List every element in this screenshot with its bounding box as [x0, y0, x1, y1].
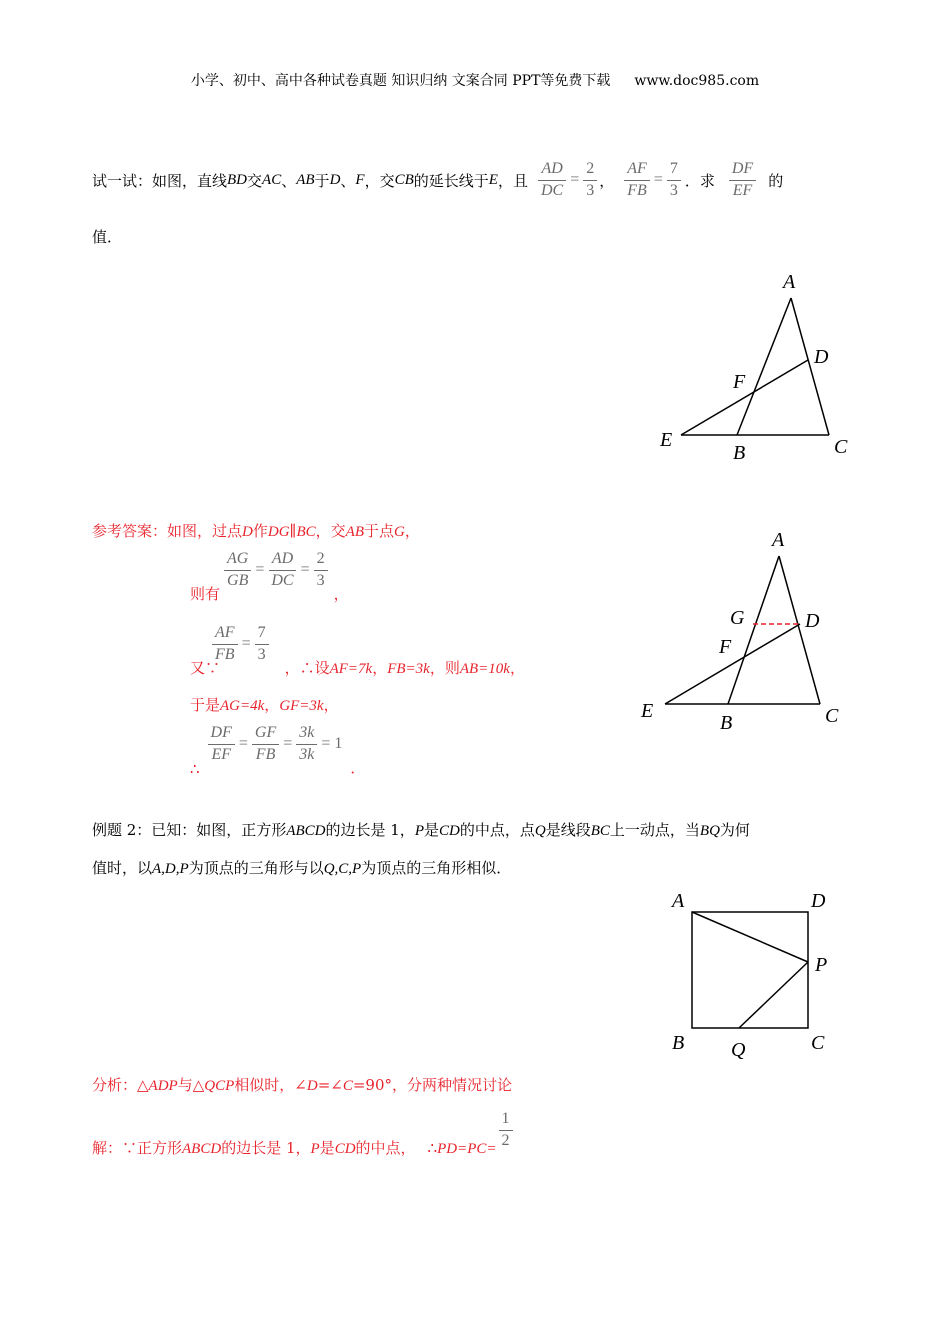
answer1-title: 参考答案：如图，过点D作DG∥BC，交AB于点G，	[92, 522, 420, 540]
fig1-label-e: E	[660, 429, 673, 451]
header-text: 小学、初中、高中各种试卷真题 知识归纳 文案合同 PPT等免费下载	[190, 73, 611, 89]
fig2-label-a: A	[772, 529, 785, 551]
figure3-lines	[692, 912, 808, 1028]
answer1-step4: ∴ $\frac{DF}{EF}$ = $\frac{GF}{FB}$ = $\frac{3k}{3k}$ = 1 ．	[190, 724, 366, 778]
solution-line: 解：∵正方形ABCD的边长是 1，P是CD的中点， ∴PD=PC= $\frac{1}{2}$	[92, 1104, 515, 1160]
fig2-label-d: D	[805, 610, 820, 632]
given-ratio-ad-dc: $\frac{AD}{DC}$ = $\frac{2}{3}$	[536, 160, 599, 200]
fig1-label-a: A	[783, 271, 796, 293]
fig3-label-b: B	[672, 1032, 685, 1054]
problem1-line1: 试一试：如图，直线 BD 交 AC 、 AB 于 D 、 F ，交 CB 的延长线于 E ，且 $\frac{AD}{DC}$ = $\frac{2}{3}$ ， $\frac{AF}{FB}$ = $\frac{7}{3}$ ．求 $\frac{DF}{EF}$ 的	[92, 160, 784, 199]
problem2-line2: 值时，以A,D,P为顶点的三角形与以Q,C,P为顶点的三角形相似．	[92, 859, 512, 877]
fig2-label-e: E	[641, 700, 654, 722]
answer1-step3: 于是AG=4k，GF=3k，	[190, 696, 339, 714]
answer1-step1: 则有 $\frac{AG}{GB}$ = $\frac{AD}{DC}$ = $\frac{2}{3}$ ，	[190, 550, 349, 603]
fig1-label-c: C	[834, 436, 848, 458]
fig3-label-a: A	[672, 890, 685, 912]
figure1-lines	[681, 298, 829, 435]
fraction-one-half: $\frac{1}{2}$	[499, 1110, 513, 1150]
figure2-lines	[665, 556, 820, 704]
fig2-label-g: G	[730, 607, 745, 629]
given-ratio-af-fb: $\frac{AF}{FB}$ = $\frac{7}{3}$	[622, 160, 683, 200]
fig3-label-c: C	[811, 1032, 825, 1054]
fig2-label-f: F	[719, 636, 732, 658]
eq-af-fb: $\frac{AF}{FB}$ = $\frac{7}{3}$	[210, 624, 271, 664]
fig1-label-b: B	[733, 442, 746, 464]
asked-ratio-df-ef: $\frac{DF}{EF}$	[729, 160, 756, 200]
problem2-line1: 例题 2：已知：如图，正方形ABCD的边长是 1，P是CD的中点，点Q是线段BC上一动点，当BQ为何	[92, 821, 750, 839]
fig2-label-b: B	[720, 712, 733, 734]
answer1-step2: 又∵ $\frac{AF}{FB}$ = $\frac{7}{3}$ ，∴设AF=7k，FB=3k，则AB=10k，	[190, 624, 525, 677]
header-url[interactable]: www.doc985.com	[634, 73, 760, 89]
problem1-line2: 值．	[92, 228, 123, 246]
fig3-label-p: P	[815, 954, 828, 976]
analysis-line: 分析：△ADP与△QCP相似时，∠D=∠C=90°，分两种情况讨论	[92, 1076, 512, 1094]
eq-df-ef-result: $\frac{DF}{EF}$ = $\frac{GF}{FB}$ = $\frac{3k}{3k}$ = 1	[206, 724, 345, 764]
fig3-label-q: Q	[731, 1039, 746, 1061]
page-header	[0, 70, 950, 90]
fig1-label-f: F	[733, 371, 746, 393]
eq-ag-gb: $\frac{AG}{GB}$ = $\frac{AD}{DC}$ = $\frac{2}{3}$	[222, 550, 330, 590]
fig2-label-c: C	[825, 705, 839, 727]
fig1-label-d: D	[814, 346, 829, 368]
fig3-label-d: D	[811, 890, 826, 912]
